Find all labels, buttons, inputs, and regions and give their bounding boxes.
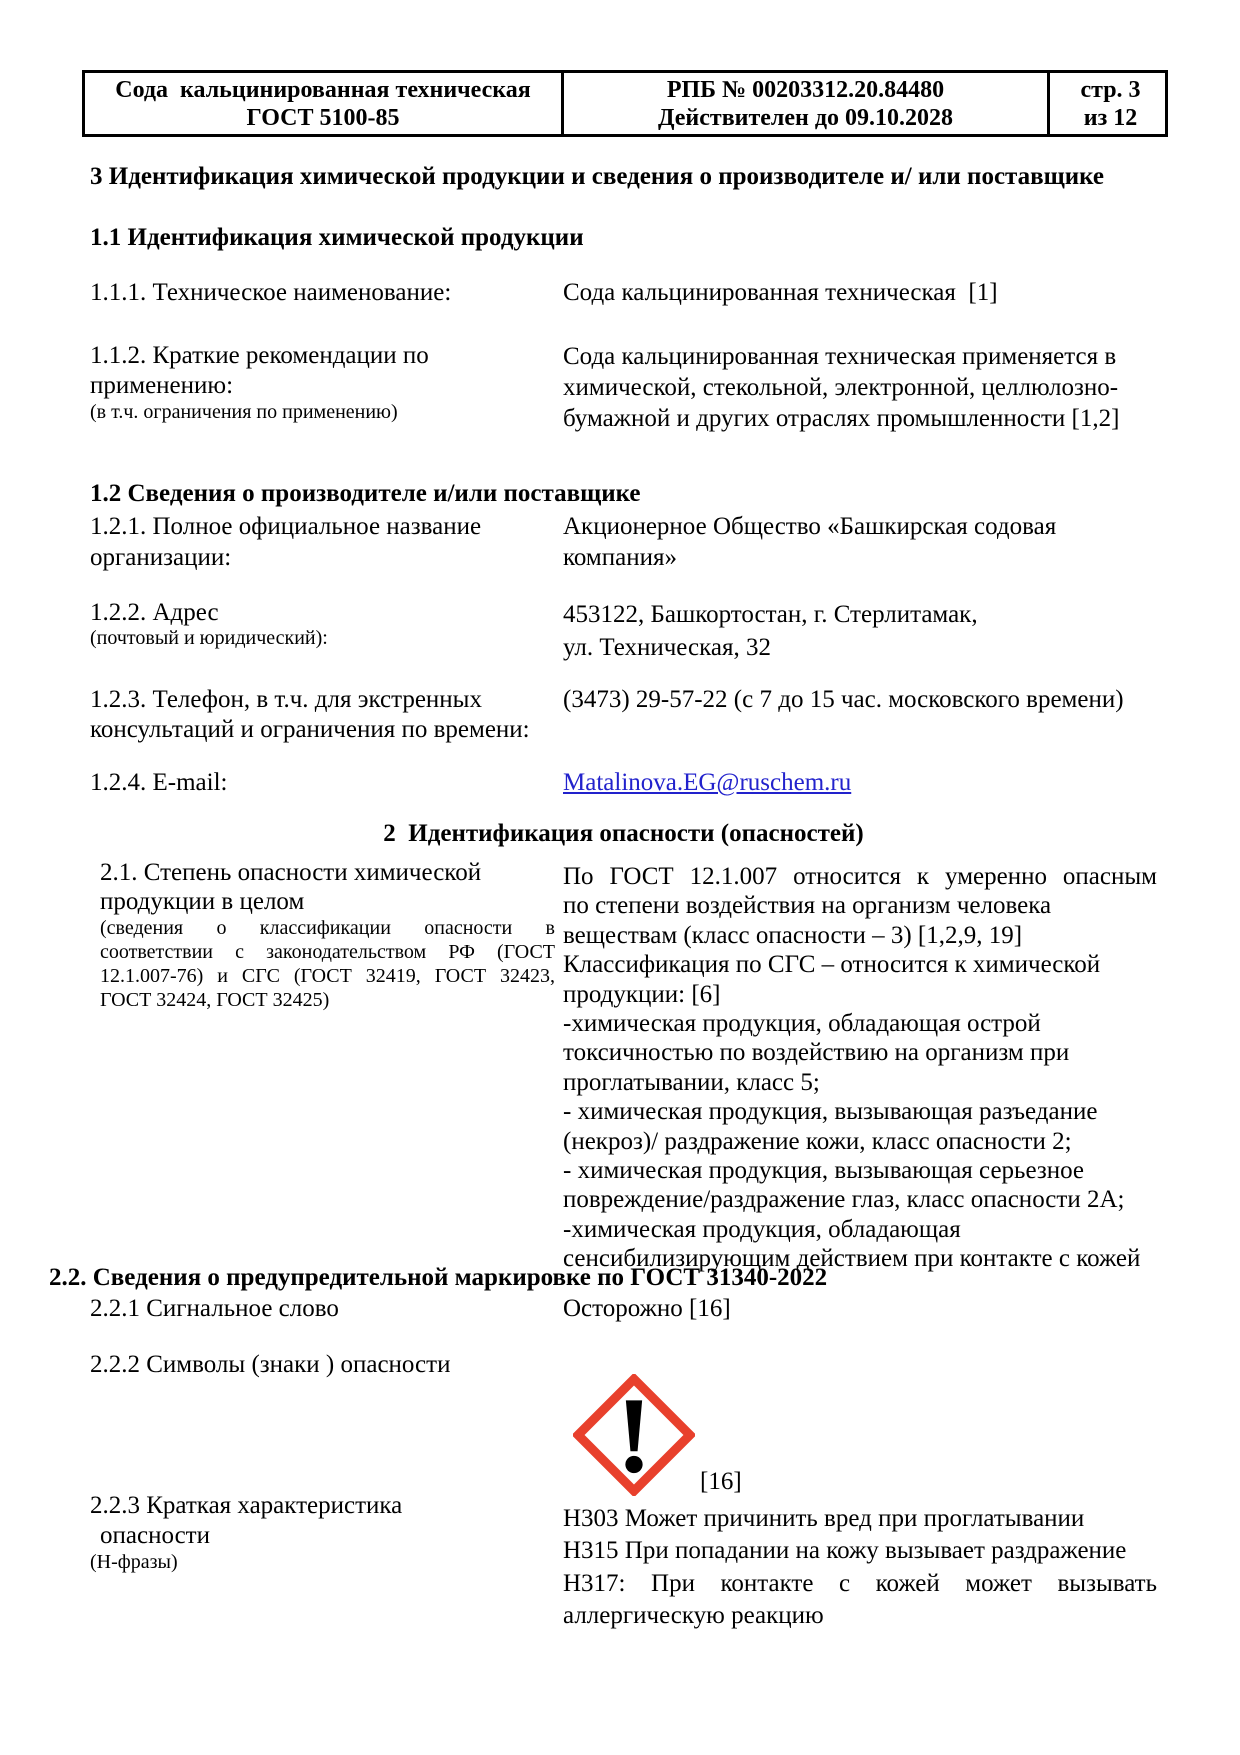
value-line: - химическая продукция, вызывающая разъедание (563, 1098, 1098, 1126)
label-line: продукции в целом (100, 888, 305, 915)
field-note-h-phrases: (Н-фразы) (90, 1551, 178, 1573)
rpb-number-cell (561, 73, 1047, 134)
page-number: стр. 3 (1080, 77, 1141, 103)
value-line: по степени воздействия на организм человека (563, 892, 1052, 920)
label-line: 2.1. Степень опасности химической (100, 859, 482, 886)
value-line: (некроз)/ раздражение кожи, класс опасности 2; (563, 1127, 1072, 1155)
field-value-phone: (3473) 29-57-22 (с 7 до 15 час. московского времени) (563, 686, 1124, 713)
field-value-organization-name (563, 511, 1157, 573)
email-link[interactable]: Matalinova.EG@ruschem.ru (563, 769, 852, 796)
value-line: Сода кальцинированная техническая применяется в (563, 343, 1117, 370)
value-line: 453122, Башкортостан, г. Стерлитамак, (563, 601, 978, 628)
value-line: Классификация по СГС – относится к химической (563, 951, 1101, 979)
field-label-signal-word: 2.2.1 Сигнальное слово (90, 1295, 339, 1322)
field-label-hazard-degree (100, 858, 560, 916)
product-name-cell (85, 73, 561, 134)
field-label-phone (90, 685, 560, 745)
section-1-1-heading: 1.1 Идентификация химической продукции (90, 224, 584, 251)
label-line: 2.2.3 Краткая характеристика (90, 1492, 403, 1519)
h-phrase-line: Н317: При контакте с кожей может вызывать (563, 1569, 1157, 1597)
note-line: соответствии с законодательством РФ (ГОСТ (100, 941, 555, 963)
section-2-heading: 2 Идентификация опасности (опасностей) (383, 820, 864, 847)
field-value-technical-name: Сода кальцинированная техническая [1] (563, 279, 998, 306)
pictogram-reference: [16] (700, 1468, 742, 1495)
section-1-2-heading: 1.2 Сведения о производителе и/или поставщике (90, 480, 641, 507)
label-line: применению: (90, 372, 234, 399)
value-line: -химическая продукция, обладающая острой (563, 1010, 1041, 1038)
label-line: опасности (100, 1522, 210, 1549)
product-name-line1: Сода кальцинированная техническая (115, 77, 531, 103)
note-line: (сведения о классификации опасности в (100, 917, 555, 939)
field-value-hazard-degree (563, 862, 1157, 1274)
page-number-cell (1047, 73, 1171, 134)
field-value-h-phrases (563, 1503, 1157, 1633)
value-line: продукции: [6] (563, 980, 721, 1008)
field-label-technical-name: 1.1.1. Техническое наименование: (90, 279, 452, 306)
value-line: сенсибилизирующим действием при контакте с кожей (563, 1245, 1141, 1273)
label-line: организации: (90, 544, 232, 571)
section-3-heading: 3 Идентификация химической продукции и сведения о производителе и/ или поставщике (90, 163, 1105, 190)
product-gost-line2: ГОСТ 5100-85 (246, 105, 400, 131)
value-line: токсичностью по воздействию на организм при (563, 1039, 1070, 1067)
h-phrase-line: Н315 При попадании на кожу вызывает раздражение (563, 1537, 1127, 1565)
value-line: Акционерное Общество «Башкирская содовая (563, 513, 1057, 540)
value-line: -химическая продукция, обладающая (563, 1215, 961, 1243)
label-line: 1.2.3. Телефон, в т.ч. для экстренных (90, 686, 482, 713)
field-label-recommendations (90, 341, 560, 401)
value-line: веществам (класс опасности – 3) [1,2,9, 19] (563, 921, 1023, 949)
rpb-number: РПБ № 00203312.20.84480 (666, 77, 945, 103)
h-phrase-line: аллергическую реакцию (563, 1602, 824, 1630)
label-line: 1.1.2. Краткие рекомендации по (90, 342, 429, 369)
note-line: 12.1.007-76) и СГС (ГОСТ 32419, ГОСТ 32423, (100, 965, 555, 987)
page-total: из 12 (1083, 105, 1138, 131)
h-phrase-line: Н303 Может причинить вред при проглатывании (563, 1505, 1085, 1532)
field-value-address (563, 598, 1157, 664)
value-line: проглатывании, класс 5; (563, 1068, 820, 1096)
field-note-address-type: (почтовый и юридический): (90, 627, 328, 649)
ghs07-exclamation-mark-icon (573, 1374, 695, 1496)
section-2-2-heading: 2.2. Сведения о предупредительной маркировке по ГОСТ 31340-2022 (49, 1264, 828, 1291)
value-line: бумажной и других отраслях промышленности [1,2] (563, 405, 1120, 432)
field-note-hazard-classification (100, 916, 555, 1012)
field-value-email (563, 768, 1157, 798)
value-line: химической, стекольной, электронной, целлюлозно- (563, 374, 1119, 401)
field-value-recommendations (563, 341, 1157, 434)
rpb-valid-until: Действителен до 09.10.2028 (657, 105, 954, 131)
field-label-address: 1.2.2. Адрес (90, 599, 219, 626)
field-label-email: 1.2.4. E-mail: (90, 769, 228, 796)
note-line: ГОСТ 32424, ГОСТ 32425) (100, 989, 330, 1011)
value-line: - химическая продукция, вызывающая серьезное (563, 1157, 1085, 1185)
label-line: консультаций и ограничения по времени: (90, 716, 530, 743)
value-line: ул. Техническая, 32 (563, 634, 771, 661)
field-label-organization-name (90, 511, 560, 573)
field-label-hazard-symbols: 2.2.2 Символы (знаки ) опасности (90, 1351, 451, 1378)
field-value-signal-word: Осторожно [16] (563, 1295, 731, 1322)
field-label-hazard-summary (90, 1491, 560, 1551)
value-line: повреждение/раздражение глаз, класс опасности 2А; (563, 1186, 1125, 1214)
field-note-usage-restrictions: (в т.ч. ограничения по применению) (90, 401, 398, 423)
header-table (82, 70, 1168, 137)
label-line: 1.2.1. Полное официальное название (90, 513, 482, 540)
value-line: компания» (563, 544, 677, 571)
value-line: По ГОСТ 12.1.007 относится к умеренно опасным (563, 863, 1157, 890)
